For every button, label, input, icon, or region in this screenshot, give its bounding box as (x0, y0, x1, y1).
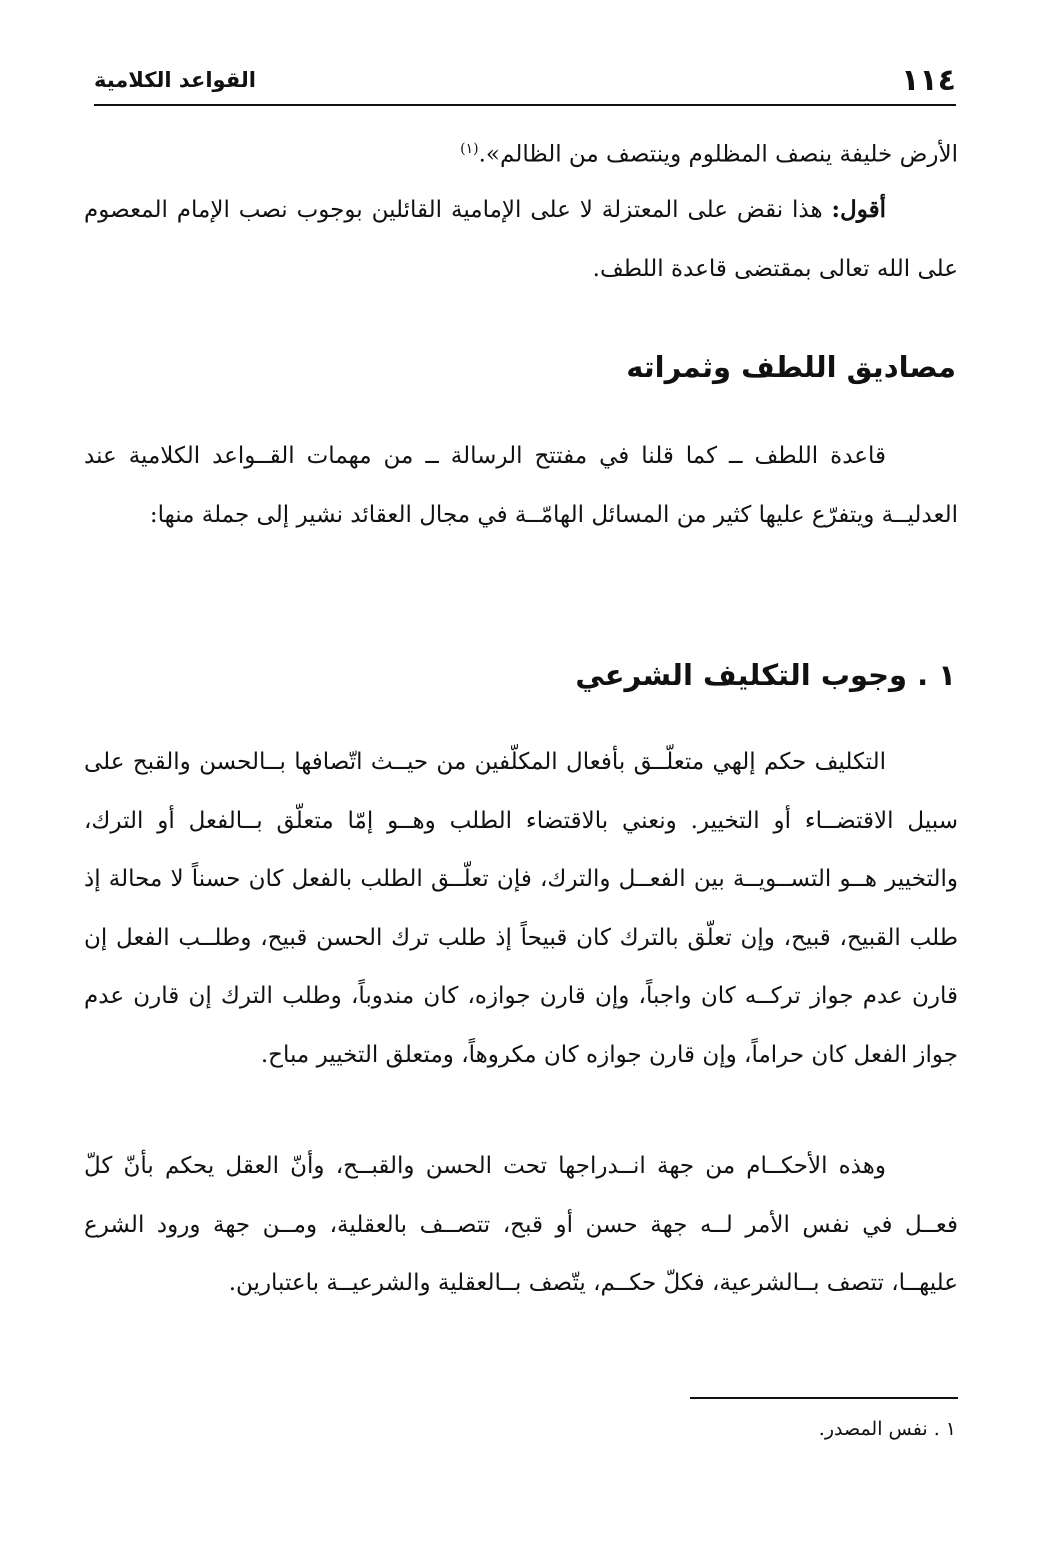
paragraph-comment (84, 181, 958, 298)
page-header (94, 58, 956, 102)
comment-text: هذا نقض على المعتزلة لا على الإمامية القائلين بوجوب نصب الإمام المعصوم على الله تعالى بمقتضى قاعدة اللطف. (84, 197, 958, 282)
paragraph-taklif: التكليف حكم إلهي متعلّــق بأفعال المكلّفين من حيــث اتّصافها بــالحسن والقبح على سبيل الاقتضــاء أو التخيير. ونعني بالاقتضاء الطلب وهــو إمّا متعلّق بــالفعل أو الترك، والتخيير هــو التســويــة بين الفعــل والترك، فإن تعلّــق الطلب بالفعل كان حسناً لا محالة إذ طلب القبيح، قبيح، وإن تعلّق بالترك كان قبيحاً إذ طلب ترك الحسن قبيح، وطلــب الفعل إن قارن عدم جواز تركــه كان واجباً، وإن قارن جوازه، كان مندوباً، وطلب الترك إن قارن عدم جواز الفعل كان حراماً، وإن قارن جوازه كان مكروهاً، ومتعلق التخيير مباح. (84, 749, 958, 1068)
footnote-reference: (١) (460, 141, 479, 157)
paragraph-text: الأرض خليفة ينصف المظلوم وينتصف من الظالم». (478, 141, 958, 168)
comment-label: أقول: (831, 196, 886, 223)
paragraph-quote-end (84, 120, 958, 184)
page-number: ١١٤ (901, 62, 956, 98)
running-title: القواعد الكلامية (94, 68, 256, 92)
paragraph-ahkam: وهذه الأحكــام من جهة انــدراجها تحت الحسن والقبــح، وأنّ العقل يحكم بأنّ كلّ فعــل في نفس الأمر لــه جهة حسن أو قبح، تتصــف بالعقلية، ومــن جهة ورود الشرع عليهــا، تتصف بــالشرعية، فكلّ حكــم، يتّصف بــالعقلية والشرعيــة باعتبارين. (84, 1153, 958, 1296)
header-divider (94, 104, 956, 106)
footnote: ١ . نفس المصدر. (818, 1418, 956, 1440)
section-heading: مصاديق اللطف وثمراته (626, 350, 956, 384)
footnote-divider (690, 1397, 958, 1399)
paragraph-intro: قاعدة اللطف ــ كما قلنا في مفتتح الرسالة ــ من مهمات القــواعد الكلامية عند العدليــة ويتفرّع عليها كثير من المسائل الهامّــة في مجال العقائد نشير إلى جملة منها: (84, 443, 958, 528)
subsection-heading: ١ . وجوب التكليف الشرعي (575, 658, 956, 692)
